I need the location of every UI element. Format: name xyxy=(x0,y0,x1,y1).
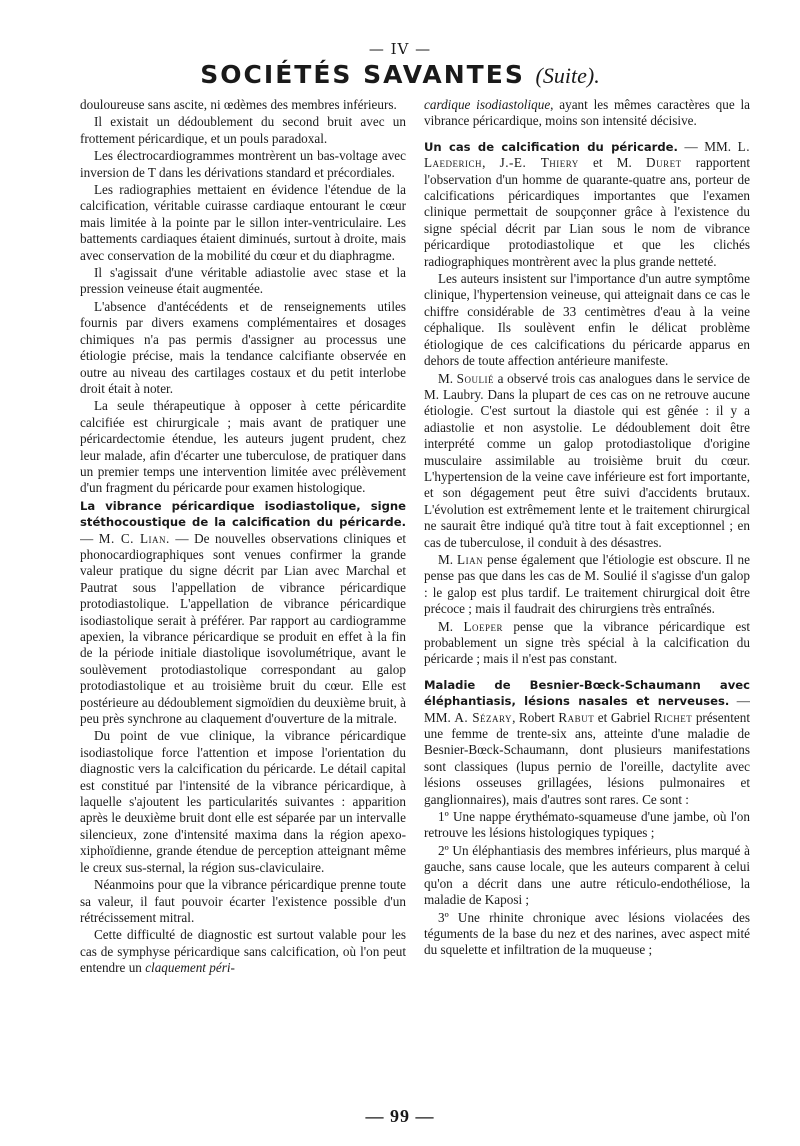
paragraph-text: a observé trois cas analogues dans le service de M. Laubry. Dans la plupart de ces cas on ne retrouve aucune étiologie. C'est surtout la diastole qui est gênée : il y a adiastolie et non asystolie. Le dédoublement doit être interprété comme un galop protodiastolique d'origine musculaire assimilable au troisième bruit du cœur. L'hypertension de la veine cave inférieure est fort importante, et son dégagement peut être suivi d'accidents brutaux. L'évolution est extrêmement lente et le traitement chirurgical ne saurait être indiqué qu'à titre tout à fait exceptionnel ; en cas de tuberculose, il conduit à des désastres. xyxy=(424,370,750,550)
italic-text: cardique isodiastolique xyxy=(424,97,551,112)
right-column xyxy=(424,97,750,1077)
left-column xyxy=(80,97,406,1077)
text: M. xyxy=(438,370,457,386)
author-name: M. C. Lian. xyxy=(98,530,170,546)
roman-folio: — IV — xyxy=(368,40,432,58)
author-name: Loeper xyxy=(463,618,503,634)
author-name: Duret xyxy=(646,155,682,171)
paragraph xyxy=(424,97,750,130)
text: — MM. xyxy=(677,138,738,154)
section-heading: Maladie de Besnier-Bœck-Schaumann avec éléphantiasis, lésions nasales et nerveuses. xyxy=(424,677,750,709)
paragraph: L'absence d'antécédents et de renseignements utiles fournis par divers examens complémentaires et dosages chimiques n'a pas permis d'assigner au processus une étiologie précise, mais la tendance calcifiante observée en outre au niveau des cartilages costaux et du petit interlobe droit était à noter. xyxy=(80,298,406,396)
section-body: présentent une femme de trente-six ans, atteinte d'une maladie de Besnier-Bœck-Schaumann, dont plusieurs manifestations sont classiques (lupus pernio de l'oreille, dactylite avec lésions osseuses grillagées, lésions pulmonaires et ganglionnaires), mais d'autres sont rares. Ce sont : xyxy=(424,709,750,807)
paragraph: Néanmoins pour que la vibrance péricardique prenne toute sa valeur, il faut pouvoir écarter l'existence possible d'un rétrécissement mitral. xyxy=(80,877,406,925)
section-heading: La vibrance péricardique isodiastolique, signe stéthocoustique de la calcification du péricarde. xyxy=(80,498,406,530)
paragraph: Les auteurs insistent sur l'importance d'un autre symptôme clinique, l'hypertension veineuse, qui atteignait dans ce cas le chiffre considérable de 33 centimètres d'eau à la veine céphalique. Ils soulèvent enfin le délicat problème étiologique de ces calcifications du péricarde apparus en dehors de toute affection antérieure manifeste. xyxy=(424,271,750,369)
text: , xyxy=(482,155,500,171)
paragraph-text: , ayant les mêmes caractères que la vibrance péricardique, moins son intensité décisive. xyxy=(424,97,750,129)
text: et M. xyxy=(578,155,647,171)
paragraph: Il s'agissait d'une véritable adiastolie avec stase et la pression veineuse était augmentée. xyxy=(80,265,406,297)
author-name: Soulié xyxy=(456,370,494,386)
text: M. xyxy=(438,618,464,634)
author-name: J.-E. Thiery xyxy=(499,155,579,171)
list-item: 2º Un éléphantiasis des membres inférieurs, plus marqué à gauche, sans cause locale, que les auteurs comparent à celui qu'on a décrit dans une autre réticulo-endothéliose, la maladie de Kaposi ; xyxy=(424,842,750,908)
author-name: A. Sézary xyxy=(454,709,513,725)
section-header xyxy=(0,60,800,89)
italic-text: claquement péri- xyxy=(145,960,235,976)
paragraph: douloureuse sans ascite, ni œdèmes des membres inférieurs. xyxy=(80,97,397,112)
section-title: SOCIÉTÉS SAVANTES xyxy=(200,60,525,89)
text: M. xyxy=(438,551,458,567)
paragraph: Les radiographies mettaient en évidence l'étendue de la calcification, véritable cuirasse cardiaque entourant le cœur mais limitée à la pointe par le sillon inter-ventriculaire. Les battements cardiaques étaient diminués, surtout à droite, mais avec conservation de la mobilité du cœur et du diaphragme. xyxy=(80,182,406,263)
paragraph: Du point de vue clinique, la vibrance péricardique isodiastolique force l'attention et impose l'orientation du diagnostic vers la calcification du péricarde. Le détail capital est constitué par l'intensité de la vibrance péricardique, à laquelle s'ajoutent les particularités suivantes : apparition après le deuxième bruit dont elle est séparée par un intervalle silencieux, zone d'intensité maxima dans la région apexo-xiphoïdienne, grande étendue de perception atteignant même le creux sus-sternal, la région sus-claviculaire. xyxy=(80,728,406,875)
author-name: Richet xyxy=(653,709,693,725)
section-suite: (Suite). xyxy=(535,63,600,88)
text: , Robert xyxy=(512,709,559,725)
section-body: — De nouvelles observations cliniques et phonocardiographiques sont venues confirmer la grande valeur pratique du signe décrit par Lian avec Marchal et Pautrat sous l'appellation de vibrance péricardique protodiastolique. L'appellation de vibrance péricardique isodiastolique serait à préférer. Par rapport au cardiogramme apexien, la vibrance péricardique se produit en effet à la fin de la période initiale diastolique isovolumétrique, avant le soulèvement protodiastolique correspondant au galop protodiastolique et au troisième bruit du cœur. Elle est postérieure au dédoublement sigmoïdien du deuxième bruit, à peu près synchrone au claquement d'ouverture de la mitrale. xyxy=(80,530,406,727)
list-item: 3º Une rhinite chronique avec lésions violacées des téguments de la base du nez et des narines, avec aspect mité du squelette et infiltration de la muqueuse ; xyxy=(424,909,750,958)
paragraph: Les électrocardiogrammes montrèrent un bas-voltage avec inversion de T dans les dérivations standard et précordiales. xyxy=(80,148,406,180)
paragraph: Il existait un dédoublement du second bruit avec un frottement péricardique, et un pouls paradoxal. xyxy=(80,114,406,146)
paragraph: La seule thérapeutique à opposer à cette péricardite calcifiée est chirurgicale ; mais avant de pratiquer une péricardectomie étendue, les auteurs jugent prudent, chez leur malade, afin d'écarter une tuberculose, de pratiquer dans un premier temps une intervention limitée avec prélèvement d'un fragment du péricarde pour examen histologique. xyxy=(80,398,406,496)
author-name: L. Laederich xyxy=(424,138,750,171)
page-number: — 99 — xyxy=(365,1106,435,1126)
list-item: 1º Une nappe érythémato-squameuse d'une jambe, où l'on retrouve les lésions histologiques typiques ; xyxy=(424,809,750,841)
author-name: Lian xyxy=(457,551,484,567)
paragraph-text: pense que la vibrance péricardique est probablement un signe très spécial à la calcification du péricarde ; mais il n'est pas constant. xyxy=(424,618,750,667)
section-heading: Un cas de calcification du péricarde. xyxy=(424,139,678,154)
paragraph-text: pense également que l'étiologie est obscure. Il ne pense pas que dans les cas de M. Soulié il s'agisse d'un galop : le galop est plus tardif. Le traitement chirurgical doit être précoce ; mais il faudrait des chirurgiens très entraînés. xyxy=(424,551,750,617)
paragraph xyxy=(80,927,406,976)
text: et Gabriel xyxy=(594,709,654,725)
text: — MM. xyxy=(424,693,750,725)
paragraph xyxy=(424,619,750,668)
paragraph xyxy=(424,371,750,551)
section-body: rapportent l'observation d'un homme de quarante-quatre ans, porteur de calcifications péricardiques importantes que l'examen clinique permettait de soupçonner grâce à l'existence du signe spécial décrit par Lian sous le nom de vibrance péricardique protodiastolique et que les clichés radiographiques montrèrent avec la plus grande netteté. xyxy=(424,155,750,269)
author-name: Rabut xyxy=(558,709,595,725)
paragraph-text: Cette difficulté de diagnostic est surtout valable pour les cas de symphyse péricardique sans calcification, où l'on peut entendre un xyxy=(80,927,406,976)
paragraph xyxy=(424,552,750,618)
dash: — xyxy=(80,530,99,546)
